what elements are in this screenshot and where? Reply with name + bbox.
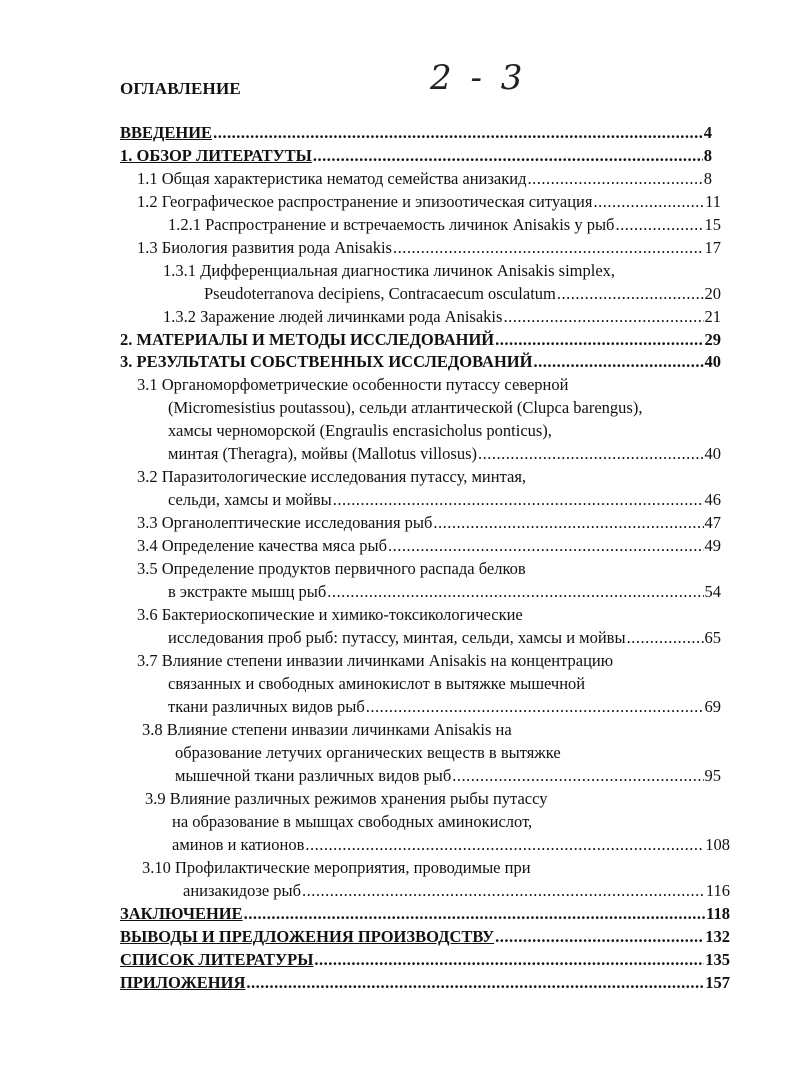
toc-entry-text: СПИСОК ЛИТЕРАТУРЫ xyxy=(120,950,314,969)
toc-entry-text: на образование в мышцах свободных аминокислот, xyxy=(172,812,533,831)
toc-entry-3-8 xyxy=(142,718,722,741)
toc-entry-page: 65 xyxy=(704,628,721,647)
toc-entry-text: мышечной ткани различных видов рыб xyxy=(175,766,452,785)
toc-entry-text: ВВЕДЕНИЕ xyxy=(120,123,213,142)
toc-entry-page: 95 xyxy=(704,766,721,785)
toc-entry-page: 20 xyxy=(704,284,721,303)
toc-entry-chapter-2 xyxy=(120,328,721,351)
toc-title: ОГЛАВЛЕНИЕ xyxy=(120,79,241,98)
toc-entry-text: 3.6 Бактериоскопические и химико-токсикологические xyxy=(137,605,523,624)
toc-entry-1-3 xyxy=(137,236,721,259)
toc-entry-1-2-1 xyxy=(168,213,721,236)
toc-entry-3-2-cont xyxy=(168,488,721,511)
toc-entry-page: 116 xyxy=(705,881,730,900)
toc-entry-page: 47 xyxy=(704,513,721,532)
toc-entry-3-1-cont xyxy=(168,396,721,419)
toc-entry-1-2 xyxy=(137,190,721,213)
toc-entry-text: 3.2 Паразитологические исследования путассу, минтая, xyxy=(137,467,527,486)
toc-entry-text: сельди, хамсы и мойвы xyxy=(168,490,332,509)
toc-entry-3-9-cont xyxy=(172,833,730,856)
toc-entry-findings xyxy=(120,925,730,948)
toc-entry-text: 1.3.1 Дифференциальная диагностика личинок Anisakis simplex, xyxy=(163,261,616,280)
toc-entry-conclusion xyxy=(120,902,730,925)
toc-entry-text: 3. РЕЗУЛЬТАТЫ СОБСТВЕННЫХ ИССЛЕДОВАНИЙ xyxy=(120,352,533,371)
toc-entry-1-1 xyxy=(137,167,712,190)
toc-entry-page: 40 xyxy=(704,444,721,463)
toc-entry-text: 3.10 Профилактические мероприятия, проводимые при xyxy=(142,858,531,877)
toc-entry-3-1-cont xyxy=(168,442,721,465)
toc-entry-text: 1.3 Биология развития рода Anisakis xyxy=(137,238,392,257)
toc-entry-3-6-cont xyxy=(168,626,721,649)
toc-entry-page: 49 xyxy=(704,536,721,555)
toc-entry-text: 3.1 Органоморфометрические особенности путассу северной xyxy=(137,375,569,394)
toc-entry-1-3-1-cont xyxy=(204,282,721,305)
toc-entry-page: 4 xyxy=(703,123,712,142)
toc-entry-text: хамсы черноморской (Engraulis encrasicholus ponticus), xyxy=(168,421,552,440)
toc-entry-text: 3.8 Влияние степени инвазии личинками Anisakis на xyxy=(142,720,512,739)
toc-entry-3-7 xyxy=(137,649,721,672)
toc-entry-page: 69 xyxy=(704,697,721,716)
toc-entry-page: 11 xyxy=(705,192,721,211)
toc-entry-3-7-cont xyxy=(168,695,721,718)
toc-entry-1-3-1 xyxy=(163,259,723,282)
toc-entry-page: 8 xyxy=(703,169,712,188)
handwritten-page-note: 2 - 3 xyxy=(430,58,527,98)
toc-entry-text: в экстракте мышц рыб xyxy=(168,582,327,601)
toc-entry-3-9-cont xyxy=(172,810,724,833)
toc-entry-text: связанных и свободных аминокислот в вытяжке мышечной xyxy=(168,674,586,693)
toc-entry-chapter-3 xyxy=(120,350,721,373)
toc-entry-text: 1.1 Общая характеристика нематод семейства анизакид xyxy=(137,169,527,188)
toc-entry-references xyxy=(120,948,730,971)
toc-entry-text: анизакидозе рыб xyxy=(183,881,302,900)
toc-entry-page: 135 xyxy=(705,950,730,969)
toc-entry-page: 29 xyxy=(704,330,721,349)
toc-entry-page: 108 xyxy=(705,835,730,854)
toc-entry-text: исследования проб рыб: путассу, минтая, сельди, хамсы и мойвы xyxy=(168,628,626,647)
toc-entry-3-8-cont xyxy=(175,764,721,787)
toc-entry-page: 21 xyxy=(704,307,721,326)
toc-entry-page: 8 xyxy=(703,146,712,165)
toc-entry-page: 118 xyxy=(706,904,730,923)
toc-entry-text: 3.4 Определение качества мяса рыб xyxy=(137,536,387,555)
toc-entry-text: образование летучих органических веществ в вытяжке xyxy=(175,743,561,762)
toc-entry-introduction xyxy=(120,121,712,144)
toc-entry-3-1 xyxy=(137,373,721,396)
toc-entry-text: минтая (Theragra), мойвы (Mallotus villosus) xyxy=(168,444,477,463)
toc-entry-page: 40 xyxy=(704,352,721,371)
toc-entry-3-5 xyxy=(137,557,721,580)
toc-entry-3-8-cont xyxy=(175,741,721,764)
toc-entry-3-3 xyxy=(137,511,721,534)
toc-entry-text: 1. ОБЗОР ЛИТЕРАТУТЫ xyxy=(120,146,312,165)
toc-entry-page: 54 xyxy=(704,582,721,601)
toc-entry-3-10 xyxy=(142,856,730,879)
toc-entry-3-7-cont xyxy=(168,672,721,695)
toc-entry-3-5-cont xyxy=(168,580,721,603)
toc-entry-3-9 xyxy=(145,787,723,810)
toc-entry-text: 3.9 Влияние различных режимов хранения рыбы путассу xyxy=(145,789,548,808)
toc-entry-text: 1.2.1 Распространение и встречаемость личинок Anisakis у рыб xyxy=(168,215,615,234)
toc-entry-page: 17 xyxy=(704,238,721,257)
toc-entry-page: 132 xyxy=(705,927,730,946)
toc-entry-text: Pseudoterranova decipiens, Contracaecum osculatum xyxy=(204,284,556,303)
toc-entry-1-3-2 xyxy=(163,305,721,328)
toc-entry-3-1-cont xyxy=(168,419,721,442)
toc-entry-text: ВЫВОДЫ И ПРЕДЛОЖЕНИЯ ПРОИЗВОДСТВУ xyxy=(120,927,495,946)
toc-entry-3-6 xyxy=(137,603,721,626)
toc-entry-text: ЗАКЛЮЧЕНИЕ xyxy=(120,904,243,923)
toc-entry-chapter-1 xyxy=(120,144,712,167)
toc-entry-3-4 xyxy=(137,534,721,557)
toc-entry-text: 3.3 Органолептические исследования рыб xyxy=(137,513,433,532)
toc-entry-text: 1.2 Географическое распространение и эпизоотическая ситуация xyxy=(137,192,593,211)
toc-entry-text: (Micromesistius poutassou), сельди атлантической (Clupca barengus), xyxy=(168,398,643,417)
toc-entry-page: 15 xyxy=(704,215,721,234)
toc-entry-text: 1.3.2 Заражение людей личинками рода Anisakis xyxy=(163,307,503,326)
toc-entry-text: 2. МАТЕРИАЛЫ И МЕТОДЫ ИССЛЕДОВАНИЙ xyxy=(120,330,495,349)
toc-entry-3-10-cont xyxy=(183,879,730,902)
toc-entry-3-2 xyxy=(137,465,721,488)
toc-entry-text: 3.7 Влияние степени инвазии личинками Anisakis на концентрацию xyxy=(137,651,614,670)
toc-entry-appendices xyxy=(120,971,730,994)
toc-entry-text: 3.5 Определение продуктов первичного распада белков xyxy=(137,559,526,578)
toc-entry-page: 46 xyxy=(704,490,721,509)
toc-entry-page: 157 xyxy=(705,973,730,992)
toc-entry-text: аминов и катионов xyxy=(172,835,305,854)
toc-entry-text: ПРИЛОЖЕНИЯ xyxy=(120,973,246,992)
toc-entry-text: ткани различных видов рыб xyxy=(168,697,365,716)
